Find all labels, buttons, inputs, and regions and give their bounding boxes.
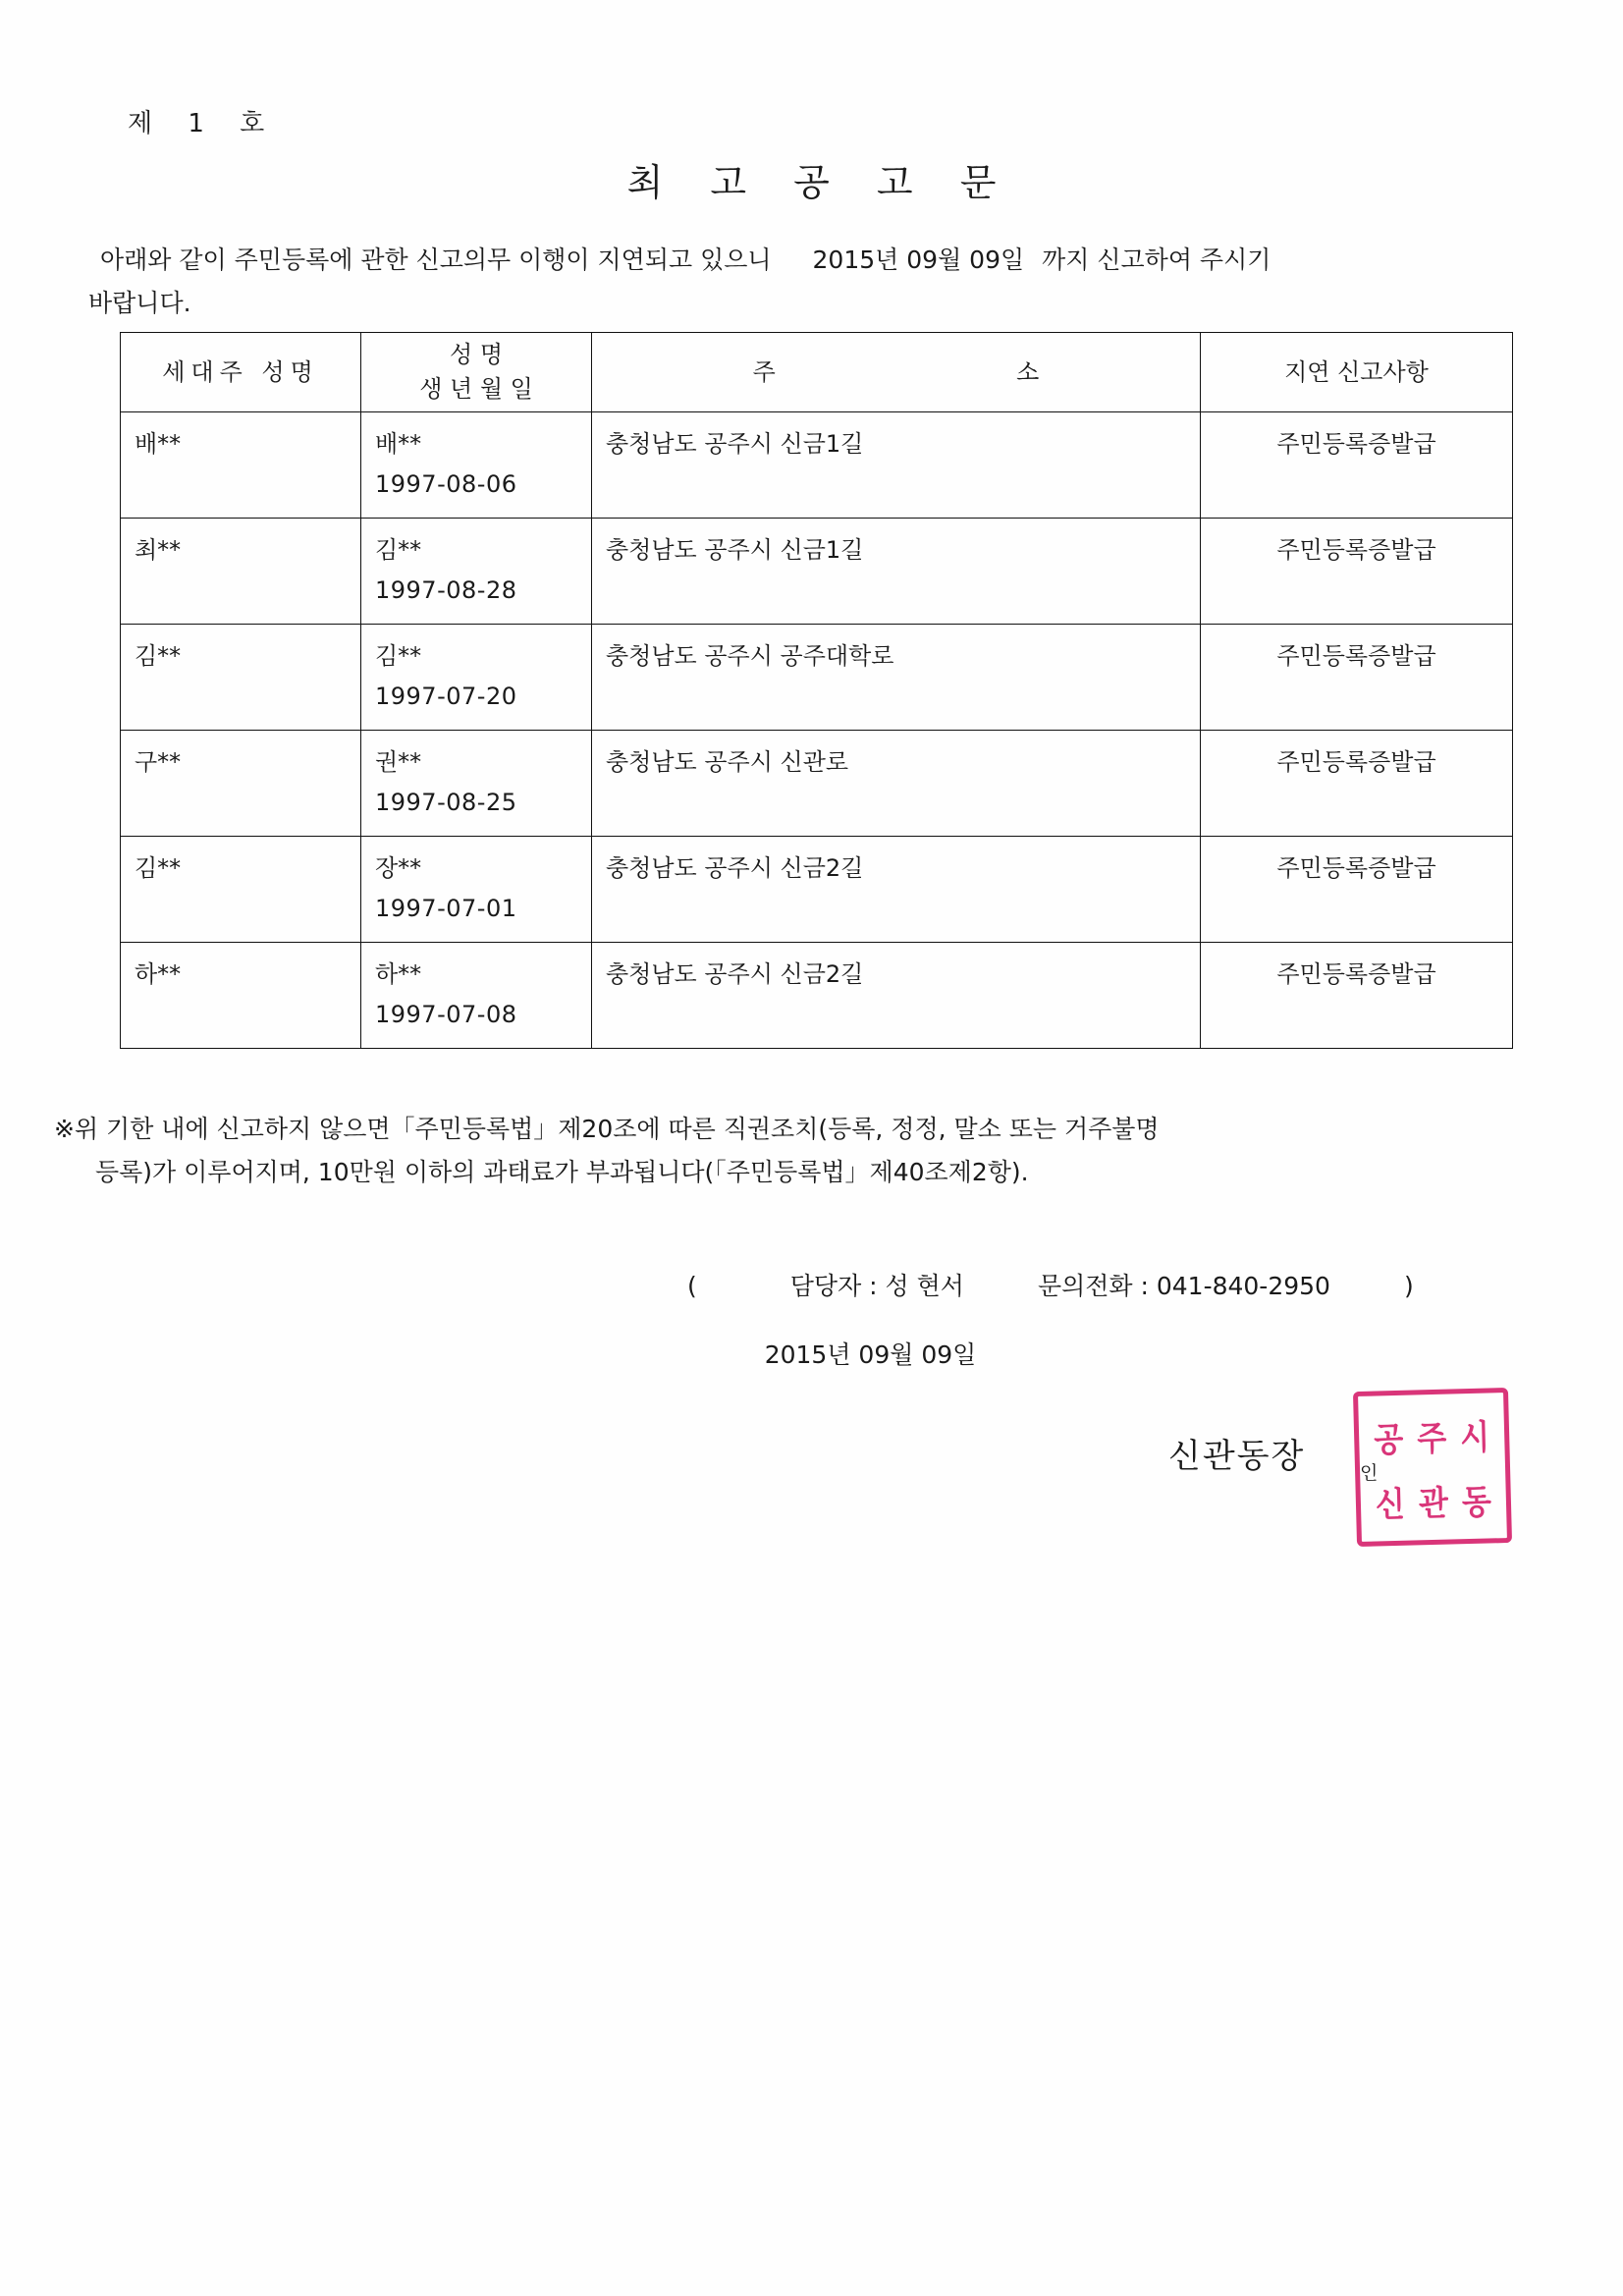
column-header-householder: 세대주 성명	[121, 333, 361, 412]
table-header-row	[121, 333, 1513, 412]
column-header-address-left: 주	[752, 357, 776, 386]
document-number: 제 1 호	[128, 109, 279, 138]
column-header-birth: 생 년 월 일	[419, 375, 533, 403]
cell-address: 충청남도 공주시 공주대학로	[592, 625, 1201, 731]
seal-char: 공	[1373, 1419, 1404, 1460]
contact-close-paren: )	[1403, 1272, 1414, 1300]
seal-char: 동	[1461, 1482, 1492, 1523]
cell-name: 배**	[375, 430, 422, 458]
table-row	[121, 837, 1513, 943]
column-header-address-right: 소	[1016, 357, 1040, 386]
column-header-note: 지연 신고사항	[1201, 333, 1513, 412]
intro-deadline-date: 2015년 09월 09일	[812, 246, 1025, 274]
cell-birth: 1997-07-01	[375, 895, 517, 922]
cell-householder: 배**	[121, 412, 361, 519]
cell-address: 충청남도 공주시 신금2길	[592, 837, 1201, 943]
cell-note: 주민등록증발급	[1201, 731, 1513, 837]
seal-char: 관	[1418, 1483, 1449, 1524]
seal-char: 신	[1375, 1484, 1406, 1525]
notice-table	[120, 332, 1513, 1049]
seal-char: 시	[1459, 1417, 1490, 1458]
table-row	[121, 731, 1513, 837]
seal-label: 인	[1360, 1462, 1379, 1484]
cell-note: 주민등록증발급	[1201, 943, 1513, 1049]
cell-birth: 1997-08-25	[375, 789, 517, 816]
cell-householder: 구**	[121, 731, 361, 837]
table-row	[121, 943, 1513, 1049]
cell-name: 권**	[375, 748, 422, 776]
cell-householder: 김**	[121, 625, 361, 731]
cell-note: 주민등록증발급	[1201, 519, 1513, 625]
intro-text-a: 아래와 같이 주민등록에 관한 신고의무 이행이 지연되고 있으니	[100, 246, 772, 274]
column-header-name: 성 명	[450, 341, 503, 369]
contact-line	[687, 1267, 1414, 1302]
cell-birth: 1997-08-28	[375, 576, 517, 604]
seal-char: 주	[1416, 1418, 1447, 1459]
column-header-address	[592, 333, 1201, 412]
official-seal-stamp	[1353, 1388, 1512, 1547]
cell-address: 충청남도 공주시 신금1길	[592, 519, 1201, 625]
page-title: 최 고 공 고 문	[626, 161, 1014, 204]
cell-address: 충청남도 공주시 신금1길	[592, 412, 1201, 519]
notice-table-wrapper	[120, 332, 1512, 1049]
footnote-line-2: 등록)가 이루어지며, 10만원 이하의 과태료가 부과됩니다(「주민등록법」제40조제2항).	[95, 1157, 1029, 1186]
cell-name: 하**	[375, 960, 422, 988]
table-row	[121, 625, 1513, 731]
cell-name-birth	[361, 412, 592, 519]
contact-phone: 문의전화 : 041-840-2950	[1037, 1272, 1330, 1300]
contact-open-paren: (	[687, 1272, 697, 1300]
contact-person: 담당자 : 성 현서	[789, 1272, 964, 1300]
cell-birth: 1997-08-06	[375, 470, 517, 498]
cell-name-birth	[361, 731, 592, 837]
cell-address: 충청남도 공주시 신금2길	[592, 943, 1201, 1049]
cell-householder: 하**	[121, 943, 361, 1049]
cell-note: 주민등록증발급	[1201, 837, 1513, 943]
seal-characters	[1366, 1400, 1498, 1533]
signature-date: 2015년 09월 09일	[764, 1340, 977, 1369]
cell-birth: 1997-07-08	[375, 1001, 517, 1028]
cell-name-birth	[361, 625, 592, 731]
footnote	[54, 1108, 1546, 1194]
column-header-name-birth	[361, 333, 592, 412]
cell-note: 주민등록증발급	[1201, 412, 1513, 519]
intro-text-b: 까지 신고하여 주시기	[1042, 246, 1271, 274]
cell-name: 장**	[375, 854, 422, 882]
cell-name-birth	[361, 943, 592, 1049]
issuer-title: 신관동장	[1168, 1437, 1306, 1476]
cell-householder: 김**	[121, 837, 361, 943]
cell-name-birth	[361, 519, 592, 625]
cell-name: 김**	[375, 536, 422, 564]
cell-name-birth	[361, 837, 592, 943]
cell-householder: 최**	[121, 519, 361, 625]
cell-address: 충청남도 공주시 신관로	[592, 731, 1201, 837]
cell-birth: 1997-07-20	[375, 683, 517, 710]
intro-text-line2: 바랍니다.	[88, 288, 191, 317]
table-row	[121, 412, 1513, 519]
cell-note: 주민등록증발급	[1201, 625, 1513, 731]
cell-name: 김**	[375, 642, 422, 670]
footnote-line-1: ※위 기한 내에 신고하지 않으면「주민등록법」제20조에 따른 직권조치(등록, 정정, 말소 또는 거주불명	[54, 1115, 1160, 1143]
table-row	[121, 519, 1513, 625]
intro-paragraph	[88, 239, 1542, 325]
